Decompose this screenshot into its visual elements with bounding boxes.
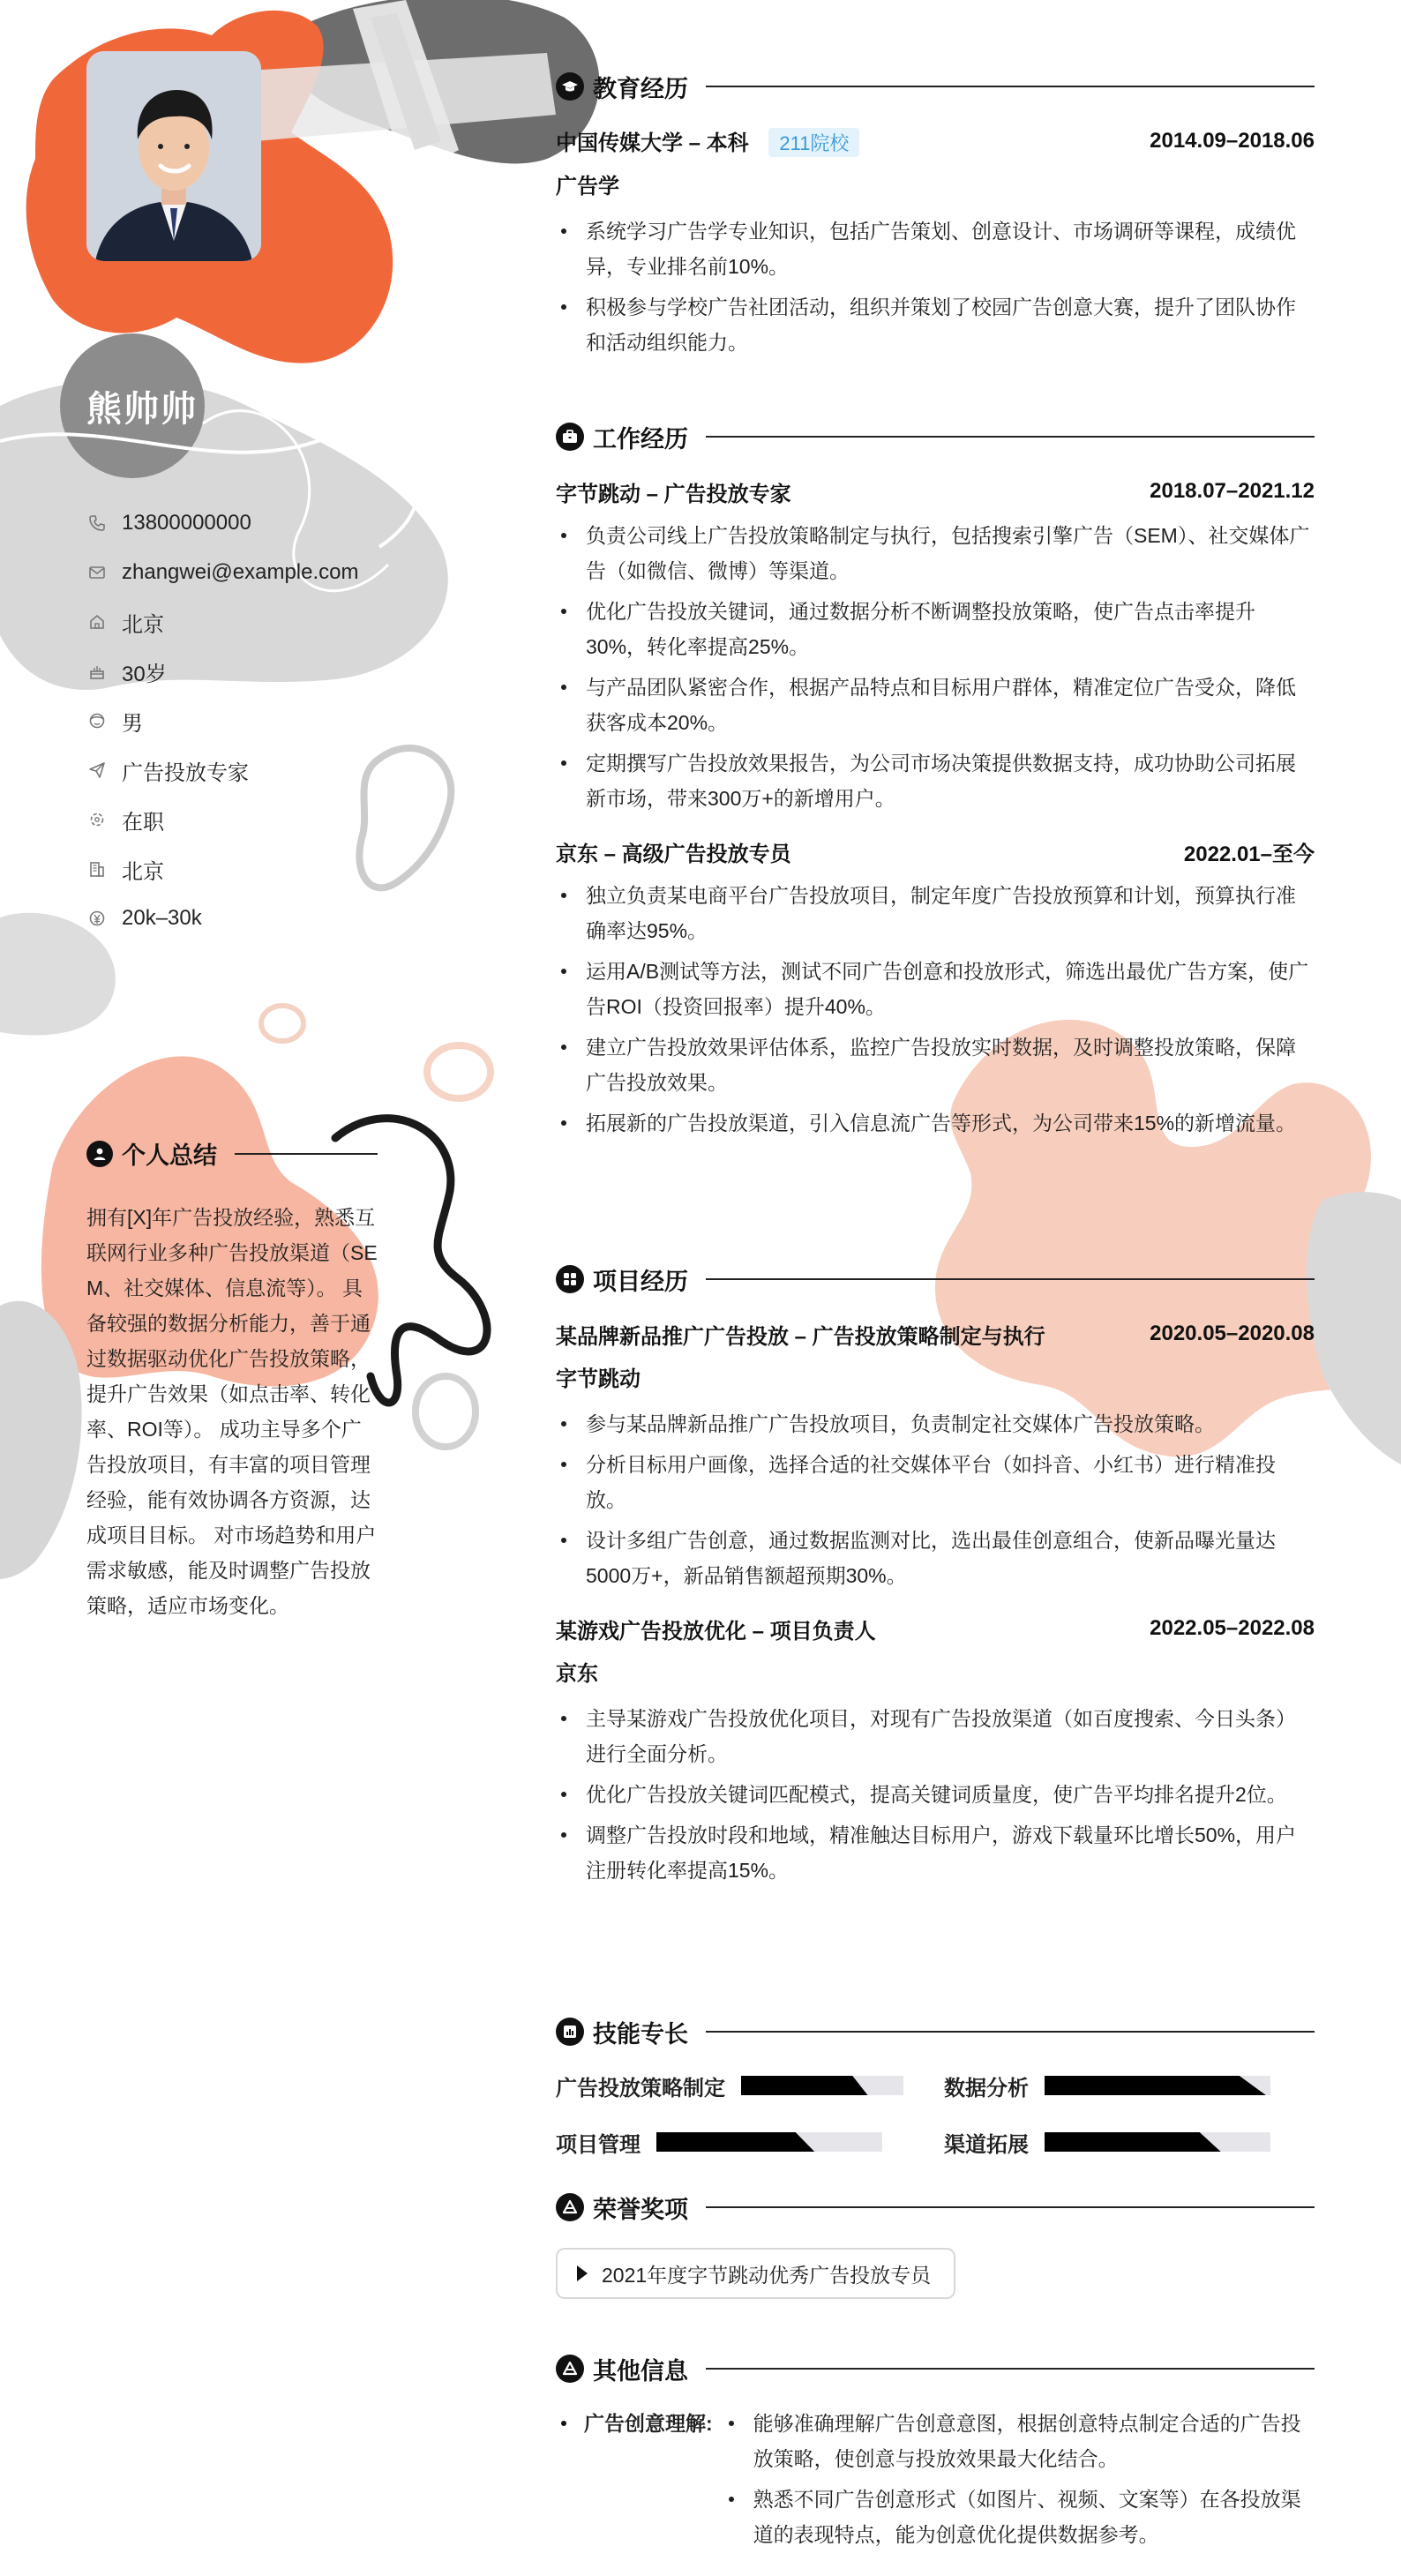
info-location	[86, 844, 359, 894]
other-heading	[556, 2351, 1315, 2386]
projects-title: 项目经历	[593, 1268, 688, 1295]
bullet-item: 调整广告投放时段和地域，精准触达目标用户，游戏下载量环比增长50%，用户注册转化率提高15%。	[556, 1817, 1315, 1888]
bullet-item: 系统学习广告学专业知识，包括广告策划、创意设计、市场调研等课程，成绩优异，专业排名前10%。	[556, 213, 1315, 284]
section-rule	[706, 86, 1315, 87]
entry-date: 2020.05–2020.08	[1150, 1322, 1315, 1345]
other-title: 其他信息	[593, 2357, 688, 2385]
summary-rule	[235, 1153, 378, 1155]
skill-item	[556, 2125, 944, 2159]
cake-icon	[86, 661, 108, 682]
entry-bullets	[556, 1701, 1315, 1888]
project-entry	[556, 1316, 1315, 1593]
award-text: 2021年度字节跳动优秀广告投放专员	[602, 2263, 932, 2287]
entry-major: 广告学	[556, 175, 619, 198]
bullet-item: 熟悉不同广告创意形式（如图片、视频、文案等）在各投放渠道的表现特点，能为创意优化提供数据参考。	[725, 2482, 1307, 2552]
entry-date: 2022.05–2022.08	[1150, 1616, 1315, 1640]
other-bullets	[725, 2406, 1307, 2557]
award-item	[556, 2248, 955, 2299]
info-text: 13800000000	[122, 511, 251, 535]
gray-blob-right	[1307, 1192, 1401, 1464]
skill-bar	[1045, 2132, 1270, 2152]
bullet-item: 设计多组广告创意，通过数据监测对比，选出最佳创意组合，使新品曝光量达5000万+，新品销售额超预期30%。	[556, 1523, 1315, 1593]
info-text: 在职	[122, 810, 164, 835]
skills-section	[556, 2014, 1315, 2159]
entry-date: 2022.01–至今	[1183, 842, 1315, 866]
entry-org: 字节跳动	[556, 1367, 641, 1391]
bullet-item: 定期撰写广告投放效果报告，为公司市场决策提供数据支持，成功协助公司拓展新市场，带来300万+的新增用户。	[556, 745, 1315, 816]
entry-bullets	[556, 518, 1315, 816]
skill-name: 渠道拓展	[944, 2132, 1029, 2157]
awards-heading	[556, 2190, 1315, 2225]
home-icon	[86, 611, 108, 633]
work-entry	[556, 834, 1315, 1141]
info-text: zhangwei@example.com	[122, 560, 359, 584]
work-entry	[556, 474, 1315, 816]
entry-bullets	[556, 213, 1315, 360]
entry-org: 京东	[556, 1662, 598, 1686]
skills-title: 技能专长	[593, 2020, 688, 2048]
skill-item	[556, 2069, 944, 2102]
skill-item	[944, 2069, 1315, 2102]
building-icon	[86, 858, 108, 880]
bullet-item: 运用A/B测试等方法，测试不同广告创意和投放形式，筛选出最优广告方案，使广告ROI（投资回报率）提升40%。	[556, 954, 1315, 1024]
skill-bar-fill	[656, 2132, 814, 2152]
bullet-item: 参与某品牌新品推广广告投放项目，负责制定社交媒体广告投放策略。	[556, 1406, 1315, 1442]
work-title: 工作经历	[593, 425, 688, 453]
info-city	[86, 597, 359, 647]
skill-bar-fill	[1045, 2132, 1221, 2152]
mail-icon	[86, 562, 108, 583]
info-text: 北京	[122, 859, 164, 884]
bullet-item: 与产品团队紧密合作，根据产品特点和目标用户群体，精准定位广告受众，降低获客成本20%。	[556, 670, 1315, 740]
profile-name: 熊帅帅	[86, 390, 198, 429]
awards-title: 荣誉奖项	[593, 2196, 688, 2223]
bullet-item: 分析目标用户画像，选择合适的社交媒体平台（如抖音、小红书）进行精准投放。	[556, 1447, 1315, 1517]
info-text: 男	[122, 711, 143, 736]
entry-date: 2014.09–2018.06	[1150, 129, 1315, 153]
school-badge: 211院校	[768, 128, 859, 157]
entry-header	[556, 1611, 1315, 1646]
grid-icon	[556, 1265, 584, 1293]
status-icon	[86, 809, 108, 830]
contact-info-list	[86, 498, 359, 943]
bullet-dot	[561, 2421, 566, 2426]
project-entry	[556, 1611, 1315, 1888]
gender-icon	[86, 710, 108, 731]
bullet-item: 独立负责某电商平台广告投放项目，制定年度广告投放预算和计划，预算执行准确率达95%。	[556, 878, 1315, 948]
skill-bar	[1045, 2076, 1270, 2095]
sidebar	[0, 0, 494, 2576]
section-rule	[706, 436, 1315, 438]
entry-header	[556, 834, 1315, 869]
entry-header	[556, 1316, 1315, 1352]
award-icon	[556, 2193, 584, 2221]
entry-date: 2018.07–2021.12	[1150, 479, 1315, 503]
education-title: 教育经历	[593, 75, 688, 102]
skills-grid	[556, 2069, 1315, 2159]
education-heading	[556, 69, 1315, 104]
summary-heading	[86, 1136, 378, 1171]
skill-item	[944, 2125, 1315, 2159]
skill-bar-fill	[1045, 2076, 1266, 2095]
entry-bullets	[556, 878, 1315, 1141]
education-section	[556, 69, 1315, 365]
briefcase-icon	[556, 423, 584, 451]
info-status	[86, 795, 359, 844]
bullet-item: 能够准确理解广告创意意图，根据创意特点制定合适的广告投放策略，使创意与投放效果最大化结合。	[725, 2406, 1307, 2476]
summary-text: 拥有[X]年广告投放经验，熟悉互联网行业多种广告投放渠道（SEM、社交媒体、信息流等）。 具备较强的数据分析能力，善于通过数据驱动优化广告投放策略，提升广告效果（如点击率、转化率、ROI等）。 成功主导多个广告投放项目，有丰富的项目管理经验，能有效协调各方资源，达成项目目标。 对市场趋势和用户需求敏感，能及时调整广告投放策略，适应市场变化。	[86, 1206, 378, 1617]
skills-heading	[556, 2014, 1315, 2049]
info-text: 30岁	[122, 662, 167, 686]
info-email	[86, 548, 359, 597]
skill-bar	[741, 2076, 903, 2095]
section-rule	[706, 2031, 1315, 2033]
skill-name: 广告投放策略制定	[556, 2076, 725, 2100]
avatar-illustration	[86, 51, 261, 261]
profile-photo	[86, 51, 261, 261]
work-heading	[556, 419, 1315, 454]
other-item	[556, 2406, 1315, 2557]
projects-section	[556, 1262, 1315, 1893]
other-section	[556, 2351, 1315, 2557]
entry-heading: 某品牌新品推广广告投放 – 广告投放策略制定与执行	[556, 1324, 1045, 1349]
chart-icon	[556, 2018, 584, 2046]
graduation-cap-icon	[556, 72, 584, 101]
info-text: 20k–30k	[122, 906, 202, 930]
salary-icon	[86, 908, 108, 929]
phone-icon	[86, 513, 108, 534]
entry-header	[556, 474, 1315, 509]
section-rule	[706, 1278, 1315, 1280]
info-gender	[86, 696, 359, 745]
info-badge-icon	[556, 2355, 584, 2383]
skill-name: 数据分析	[944, 2076, 1029, 2100]
info-salary	[86, 894, 359, 943]
skill-name: 项目管理	[556, 2132, 641, 2157]
awards-section	[556, 2190, 1315, 2299]
info-title	[86, 745, 359, 795]
summary-title: 个人总结	[122, 1142, 217, 1169]
bullet-item: 优化广告投放关键词匹配模式，提高关键词质量度，使广告平均排名提升2位。	[556, 1777, 1315, 1812]
info-text: 广告投放专家	[122, 760, 249, 785]
skill-bar	[656, 2132, 882, 2152]
bullet-item: 主导某游戏广告投放优化项目，对现有广告投放渠道（如百度搜索、今日头条）进行全面分析。	[556, 1701, 1315, 1771]
entry-heading-wrap	[556, 125, 859, 157]
bullet-item: 优化广告投放关键词，通过数据分析不断调整投放策略，使广告点击率提升30%，转化率提高25%。	[556, 594, 1315, 664]
info-text: 北京	[122, 612, 164, 637]
user-icon	[86, 1141, 113, 1167]
projects-heading	[556, 1262, 1315, 1297]
entry-header	[556, 124, 1315, 159]
bullet-item: 负责公司线上广告投放策略制定与执行，包括搜索引擎广告（SEM）、社交媒体广告（如微信、微博）等渠道。	[556, 518, 1315, 588]
entry-bullets	[556, 1406, 1315, 1593]
section-rule	[706, 2368, 1315, 2370]
send-icon	[86, 760, 108, 781]
play-icon	[577, 2265, 588, 2281]
education-entry	[556, 124, 1315, 360]
bullet-item: 建立广告投放效果评估体系，监控广告投放实时数据，及时调整投放策略，保障广告投放效果。	[556, 1030, 1315, 1100]
skill-bar-fill	[741, 2076, 868, 2095]
entry-heading: 京东 – 高级广告投放专员	[556, 842, 791, 866]
entry-heading: 中国传媒大学 – 本科	[556, 131, 749, 155]
bullet-item: 拓展新的广告投放渠道，引入信息流广告等形式，为公司带来15%的新增流量。	[556, 1105, 1315, 1141]
entry-heading: 某游戏广告投放优化 – 项目负责人	[556, 1619, 876, 1644]
section-rule	[706, 2206, 1315, 2208]
work-section	[556, 419, 1315, 1146]
entry-heading: 字节跳动 – 广告投放专家	[556, 482, 791, 506]
info-phone	[86, 498, 359, 548]
info-age	[86, 647, 359, 696]
other-label: 广告创意理解:	[584, 2412, 713, 2435]
bullet-item: 积极参与学校广告社团活动，组织并策划了校园广告创意大赛，提升了团队协作和活动组织能力。	[556, 289, 1315, 360]
